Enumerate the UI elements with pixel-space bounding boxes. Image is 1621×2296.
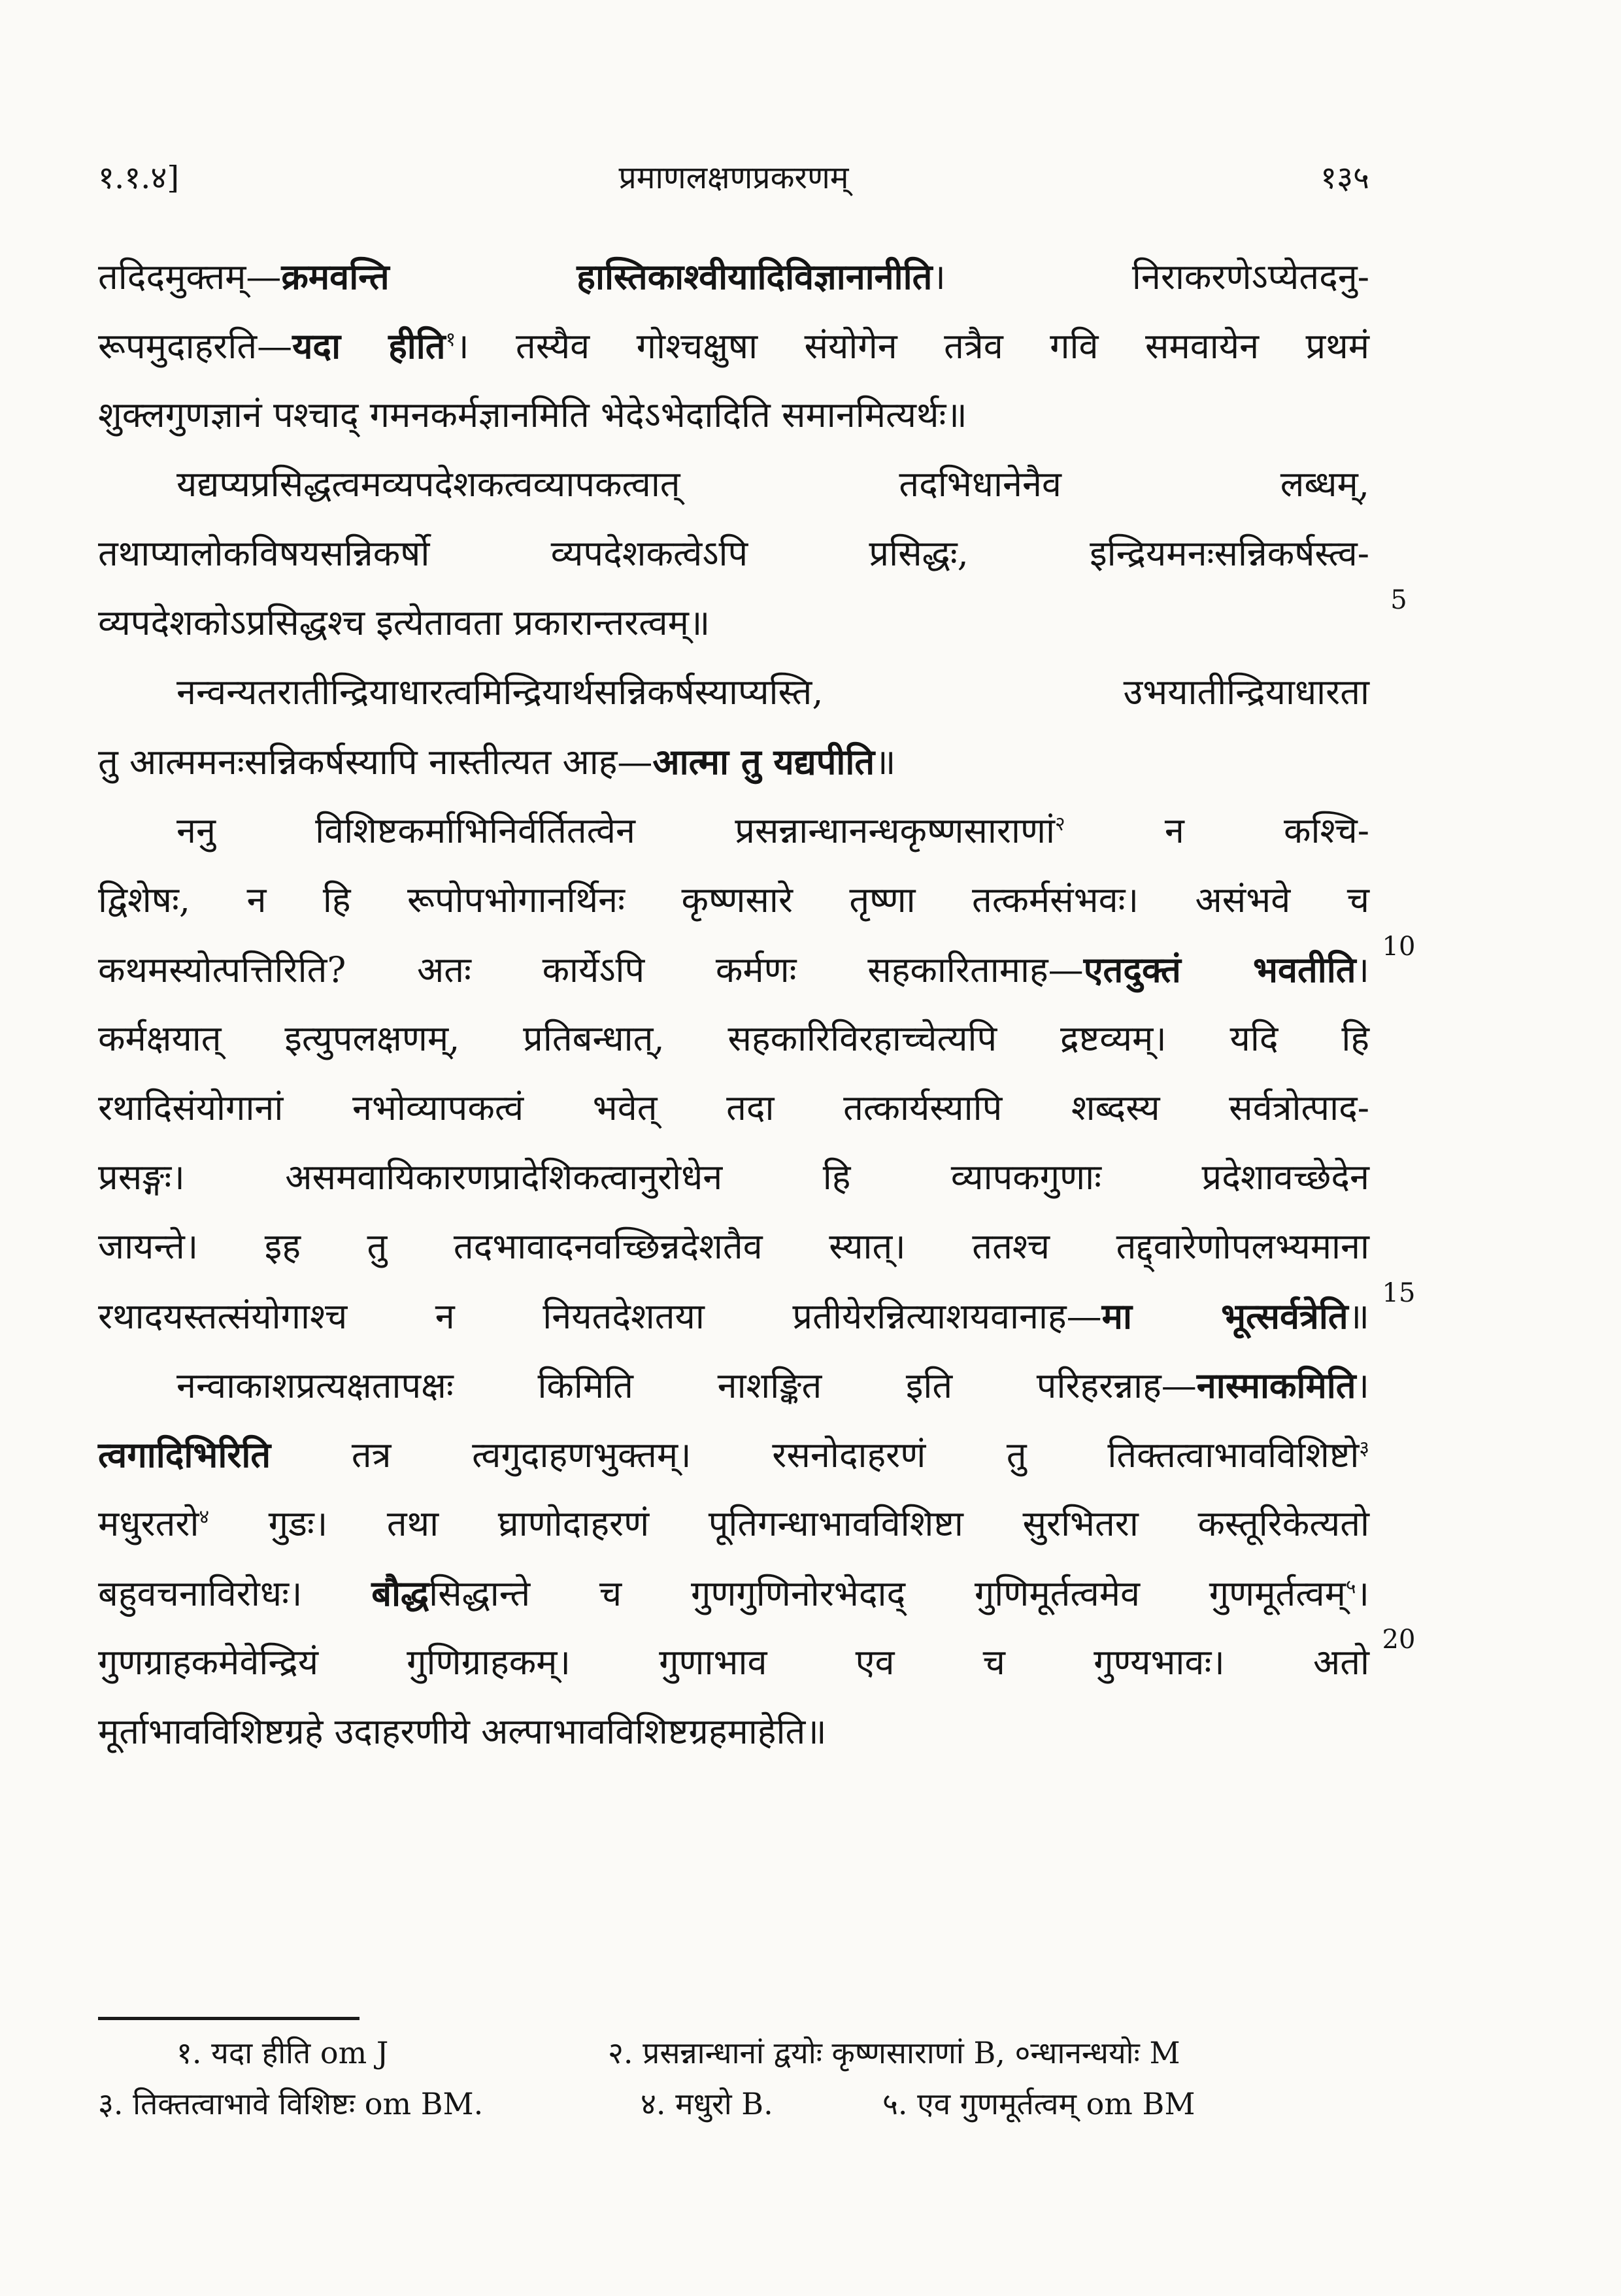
text-line: व्यपदेशकोऽप्रसिद्धश्च इत्येतावता प्रकारान्तरत्वम्॥ bbox=[98, 602, 710, 643]
footnote-separator bbox=[98, 2017, 359, 2020]
text-line: नन्वाकाशप्रत्यक्षतापक्षः किमिति नाशङ्कित इति परिहरन्नाह—नास्माकमिति। bbox=[176, 1364, 1369, 1406]
text-line: प्रसङ्गः। असमवायिकारणप्रादेशिकत्वानुरोधेन हि व्यापकगुणाः प्रदेशावच्छेदेन bbox=[98, 1156, 1369, 1198]
text-line: तु आत्ममनःसन्निकर्षस्यापि नास्तीत्यत आह—आत्मा तु यद्यपीति॥ bbox=[98, 741, 896, 783]
text-line: रथादिसंयोगानां नभोव्यापकत्वं भवेत् तदा तत्कार्यस्यापि शब्दस्य सर्वत्रोत्पाद- bbox=[98, 1087, 1369, 1128]
page-number: १३५ bbox=[1320, 160, 1369, 196]
main-text bbox=[98, 242, 1369, 1766]
text-line: जायन्ते। इह तु तदभावादनवच्छिन्नदेशतैव स्यात्। ततश्च तद्द्वारेणोपलभ्यमाना bbox=[98, 1226, 1369, 1267]
line-number: 5 bbox=[1390, 585, 1407, 615]
footnote-line bbox=[98, 2083, 1369, 2134]
line-number: 15 bbox=[1382, 1278, 1416, 1308]
text-line: मधुरतरो$^४$ गुडः। तथा घ्राणोदाहरणं पूतिगन्धाभावविशिष्टा सुरभितरा कस्तूरिकेत्यतो bbox=[98, 1503, 1369, 1544]
footnote-line bbox=[98, 2032, 1369, 2083]
text-line: शुक्लगुणज्ञानं पश्चाद् गमनकर्मज्ञानमिति भेदेऽभेदादिति समानमित्यर्थः॥ bbox=[98, 394, 967, 435]
text-line: द्विशेषः, न हि रूपोपभोगानर्थिनः कृष्णसारे तृष्णा तत्कर्मसंभवः। असंभवे च bbox=[98, 879, 1369, 920]
text-line: रथादयस्तत्संयोगाश्च न नियतदेशतया प्रतीयेरन्नित्याशयवानाह—मा भूत्सर्वत्रेति॥ bbox=[98, 1295, 1369, 1337]
footnotes bbox=[98, 2032, 1369, 2134]
text-line: ननु विशिष्टकर्माभिनिर्वर्तितत्वेन प्रसन्नान्धानन्धकृष्णसाराणां$^२$ न कश्चि- bbox=[176, 810, 1369, 851]
line-number: 10 bbox=[1382, 932, 1416, 962]
footnote-marker: ५ bbox=[1345, 1576, 1356, 1598]
section-reference: १.१.४] bbox=[98, 160, 180, 196]
line-number: 20 bbox=[1382, 1625, 1416, 1655]
footnote: २. प्रसन्नान्धानां द्वयोः कृष्णसाराणां B, ०न्धानन्धयोः M bbox=[608, 2035, 1180, 2070]
text-line: तथाप्यालोकविषयसन्निकर्षो व्यपदेशकत्वेऽपि प्रसिद्धः, इन्द्रियमनःसन्निकर्षस्त्व- bbox=[98, 533, 1369, 574]
footnote-marker: ३ bbox=[1359, 1437, 1369, 1460]
footnote-marker: ४ bbox=[199, 1506, 210, 1528]
footnote: ४. मधुरो B. bbox=[641, 2086, 773, 2121]
footnote: ३. तिक्तत्वाभावे विशिष्टः om BM. bbox=[98, 2086, 484, 2121]
text-line: कथमस्योत्पत्तिरिति? अतः कार्येऽपि कर्मणः सहकारितामाह—एतदुक्तं भवतीति। bbox=[98, 949, 1370, 990]
footnote-marker: १ bbox=[445, 328, 456, 351]
text-line: त्वगादिभिरिति तत्र त्वगुदाहणभुक्तम्। रसनोदाहरणं तु तिक्तत्वाभावविशिष्टो$^३$ bbox=[98, 1434, 1369, 1476]
text-line: तदिदमुक्तम्—क्रमवन्ति हास्तिकाश्वीयादिविज्ञानानीति। निराकरणेऽप्येतदनु- bbox=[98, 256, 1369, 297]
text-line: यद्यप्यप्रसिद्धत्वमव्यपदेशकत्वव्यापकत्वात् तदभिधानेनैव लब्धम्, bbox=[176, 464, 1369, 505]
footnote-marker: २ bbox=[1054, 813, 1065, 836]
footnote: ५. एव गुणमूर्तत्वम् om BM bbox=[882, 2086, 1195, 2121]
chapter-title: प्रमाणलक्षणप्रकरणम् bbox=[618, 160, 849, 196]
text-line: कर्मक्षयात् इत्युपलक्षणम्, प्रतिबन्धात्, सहकारिविरहाच्चेत्यपि द्रष्टव्यम्। यदि हि bbox=[98, 1018, 1369, 1059]
running-header bbox=[98, 156, 1369, 208]
text-line: गुणग्राहकमेवेन्द्रियं गुणिग्राहकम्। गुणाभाव एव च गुण्यभावः। अतो bbox=[98, 1642, 1369, 1683]
text-line: नन्वन्यतरातीन्द्रियाधारत्वमिन्द्रियार्थसन्निकर्षस्याप्यस्ति, उभयातीन्द्रियाधारता bbox=[176, 671, 1369, 713]
footnote: १. यदा हीति om J bbox=[176, 2035, 389, 2070]
text-line: रूपमुदाहरति—यदा हीति$^१$। तस्यैव गोश्चक्षुषा संयोगेन तत्रैव गवि समवायेन प्रथमं bbox=[98, 325, 1369, 367]
text-line: मूर्ताभावविशिष्टग्रहे उदाहरणीये अल्पाभावविशिष्टग्रहमाहेति॥ bbox=[98, 1711, 827, 1752]
text-line: बहुवचनाविरोधः। बौद्धसिद्धान्ते च गुणगुणिनोरभेदाद् गुणिमूर्तत्वमेव गुणमूर्तत्वम्$^५$। bbox=[98, 1572, 1369, 1614]
